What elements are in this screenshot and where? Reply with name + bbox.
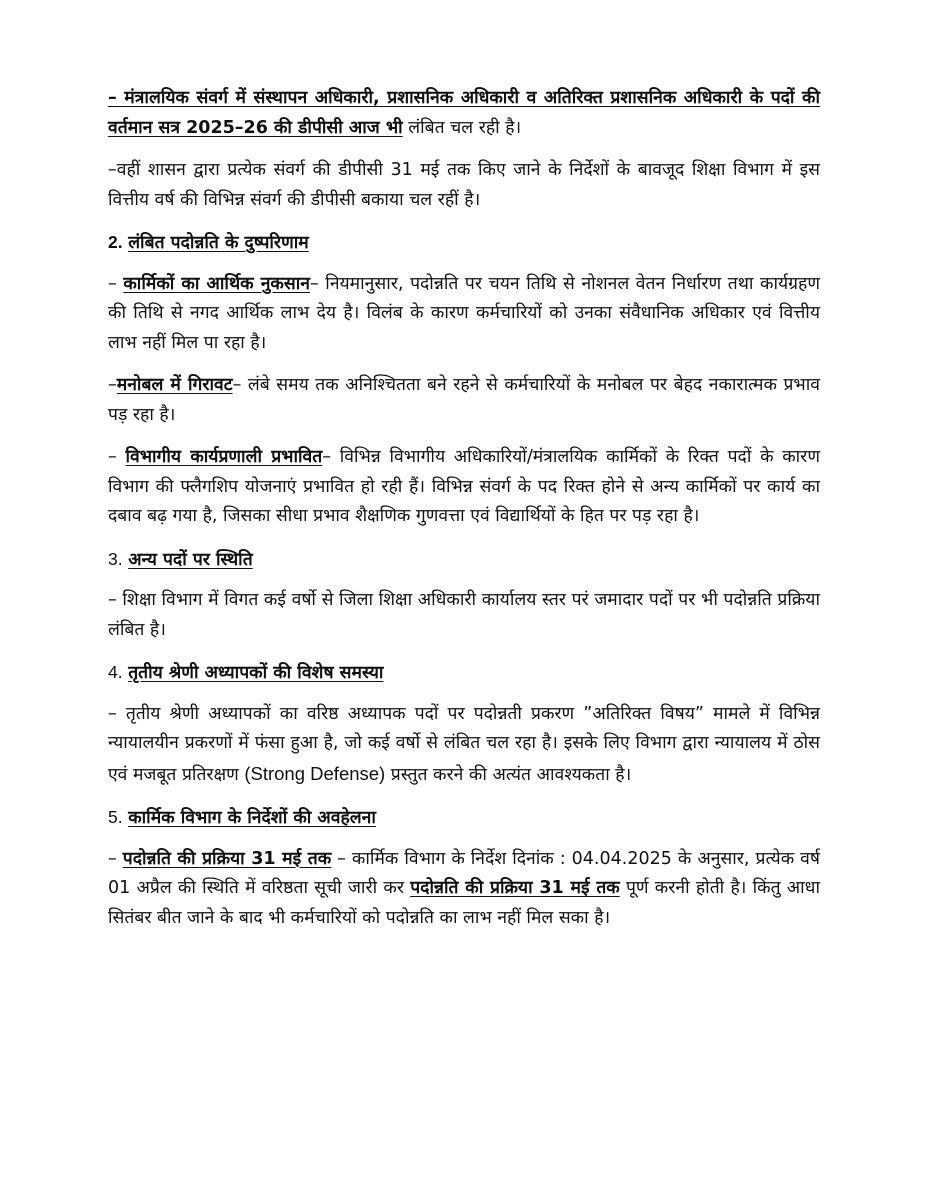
item-dash: – [108, 375, 117, 395]
section-2-item-financial-loss [108, 270, 820, 359]
section-title: लंबित पदोन्नति के दुष्परिणाम [128, 233, 309, 253]
item-lead: मनोबल में गिरावट [116, 375, 233, 395]
item-lead: कार्मिकों का आर्थिक नुकसान [123, 273, 310, 294]
section-5-emphasis: पदोन्नति की प्रक्रिया 31 मई तक [410, 878, 620, 898]
section-5-text-a: – कार्मिक विभाग के निर्देश दिनांक : 04.04.2025 के अनुसार, प्रत्येक वर्ष 01 अप्रैल की स्थिति में वरिष्ठता सूची जारी कर [108, 848, 820, 898]
section-4-text-b: प्रस्तुत करने की अत्यंत आवश्यकता है। [385, 764, 632, 785]
intro-paragraph-text: लंबित चल रही है। [402, 117, 522, 138]
section-5-heading [108, 803, 820, 834]
section-5-text [108, 845, 820, 934]
section-title: कार्मिक विभाग के निर्देशों की अवहेलना [128, 808, 376, 828]
section-title: अन्य पदों पर स्थिति [128, 549, 253, 570]
item-text: – लंबे समय तक अनिश्चितता बने रहने से कर्मचारियों के मनोबल पर बेहद नकारात्मक प्रभाव पड़ रहा है। [108, 375, 821, 425]
section-number: 4. [108, 662, 123, 682]
section-3-heading [108, 545, 820, 576]
item-text: – नियमानुसार, पदोन्नति पर चयन तिथि से नोशनल वेतन निर्धारण तथा कार्यग्रहण की तिथि से नगद आर्थिक लाभ देय है। विलंब के कारण कर्मचारियों को उनका संवैधानिक अधिकार एवं वित्तीय लाभ नहीं मिल पा रहा है। [108, 273, 820, 353]
section-number: 5. [108, 807, 123, 827]
section-2-item-department-functioning [108, 443, 820, 532]
section-number: 3. [108, 548, 123, 569]
section-3-text: – शिक्षा विभाग में विगत कई वर्षो से जिला शिक्षा अधिकारी कार्यालय स्तर परं जमादार पदों पर भी पदोन्नति प्रक्रिया लंबित है। [108, 590, 820, 640]
document-page [108, 84, 820, 946]
item-text: – विभिन्न विभागीय अधिकारियों/मंत्रालयिक कार्मिकों के रिक्त पदों के कारण विभाग की फ्लैगशिप योजनाएं प्रभावित हो रही हैं। विभिन्न संवर्ग के पद रिक्त होने से अन्य कार्मिकों पर कार्य का दबाव बढ़ गया है, जिसका सीधा प्रभाव शैक्षणिक गुणवत्ता एवं विद्यार्थियों के हित पर पड़ रहा है। [108, 447, 820, 526]
section-4-english-term: (Strong Defense) [244, 762, 386, 784]
intro-paragraph-dpc-pending [108, 84, 820, 143]
section-5-text-b: पूर्ण करनी होती है। किंतु आधा सितंबर बीत जाने के बाद भी कर्मचारियों को पदोन्नति का लाभ नहीं मिल सका है। [108, 878, 820, 928]
section-4-heading [108, 658, 820, 689]
section-2-item-morale [108, 371, 820, 430]
intro-emphasis: – मंत्रालयिक संवर्ग में संस्थापन अधिकारी, प्रशासनिक अधिकारी व अतिरिक्त प्रशासनिक अधिकारी के पदों की वर्तमान सत्र 2025–26 की डीपीसी आज भी [108, 88, 820, 138]
item-lead: विभागीय कार्यप्रणाली प्रभावित [125, 447, 323, 467]
item-dash: – [108, 848, 123, 869]
item-dash: – [108, 273, 124, 294]
section-title: तृतीय श्रेणी अध्यापकों की विशेष समस्या [128, 663, 384, 683]
item-dash: – [108, 447, 126, 467]
section-2-heading [108, 228, 820, 259]
item-lead: पदोन्नति की प्रक्रिया 31 मई तक [122, 848, 332, 869]
section-number: 2. [108, 232, 123, 252]
intro-paragraph-directive: –वहीं शासन द्वारा प्रत्येक संवर्ग की डीपीसी 31 मई तक किए जाने के निर्देशों के बावजूद शिक्षा विभाग में इस वित्तीय वर्ष की विभिन्न संवर्ग की डीपीसी बकाया चल रहीं है। [108, 160, 820, 210]
section-4-text-a: – तृतीय श्रेणी अध्यापकों का वरिष्ठ अध्यापक पदों पर पदोन्नती प्रकरण ”अतिरिक्त विषय” मामले में विभिन्न न्यायालयीन प्रकरणों में फंसा हुआ है, जो कई वर्षो से लंबित चल रहा है। इसके लिए विभाग द्वारा न्यायालय में ठोस एवं मजबूत प्रतिरक्षण [108, 703, 820, 785]
section-4-text [108, 700, 820, 791]
